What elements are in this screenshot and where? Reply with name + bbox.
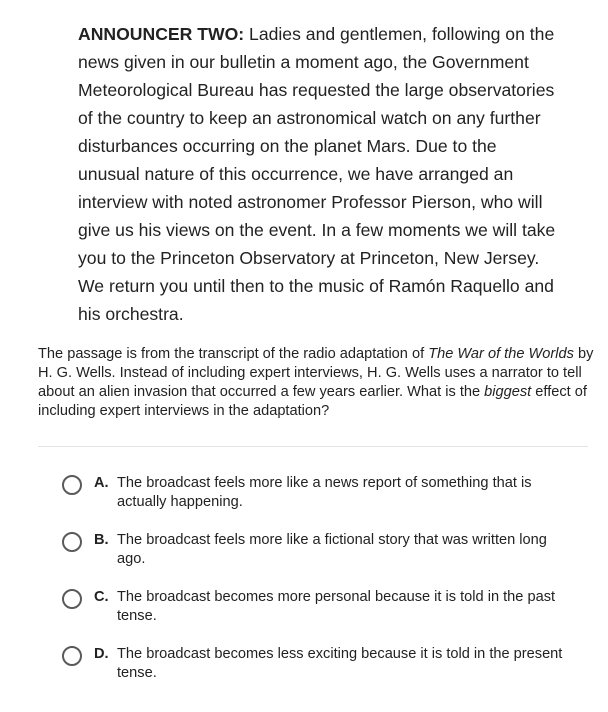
passage-excerpt xyxy=(78,20,558,328)
choice-text: The broadcast becomes less exciting because it is told in the present tense. xyxy=(117,646,563,681)
choice-letter: C. xyxy=(94,589,109,605)
question-prompt xyxy=(38,345,594,421)
choice-a[interactable] xyxy=(62,474,592,512)
divider xyxy=(38,446,588,447)
choice-c[interactable] xyxy=(62,588,592,626)
question-work-title: The War of the Worlds xyxy=(428,346,574,362)
question-text-part1: The passage is from the transcript of the radio adaptation of xyxy=(38,346,429,362)
passage-text: Ladies and gentlemen, following on the news given in our bulletin a moment ago, the Government Meteorological Bureau has requested the large observatories of the country to keep an astronomical watch on any further disturbances occurring on the planet Mars. Due to the unusual nature of this occurrence, we have arranged an interview with noted astronomer Professor Pierson, who will give us his views on the event. In a few moments we will take you to the Princeton Observatory at Princeton, New Jersey. We return you until then to the music of Ramón Raquello and his orchestra. xyxy=(78,24,556,324)
passage-speaker: ANNOUNCER TWO: xyxy=(78,24,245,44)
choice-letter: B. xyxy=(94,532,109,548)
choice-text: The broadcast feels more like a news report of something that is actually happening. xyxy=(117,475,532,510)
question-text-part2: by H. G. Wells. Instead of including expert interviews, H. G. Wells uses a narrator to tell about an alien invasion that occurred a few years earlier. What is the xyxy=(38,346,594,400)
radio-button-icon[interactable] xyxy=(62,646,82,666)
radio-button-icon[interactable] xyxy=(62,589,82,609)
radio-button-icon[interactable] xyxy=(62,475,82,495)
choice-letter: D. xyxy=(94,646,109,662)
radio-button-icon[interactable] xyxy=(62,532,82,552)
choice-d[interactable] xyxy=(62,645,592,683)
choice-b[interactable] xyxy=(62,531,592,569)
question-text-part3: effect of including expert interviews in the adaptation? xyxy=(38,384,587,419)
choice-text: The broadcast feels more like a fictional story that was written long ago. xyxy=(117,532,547,567)
choice-letter: A. xyxy=(94,475,109,491)
question-emphasis: biggest xyxy=(484,384,532,400)
choice-text: The broadcast becomes more personal because it is told in the past tense. xyxy=(117,589,556,624)
